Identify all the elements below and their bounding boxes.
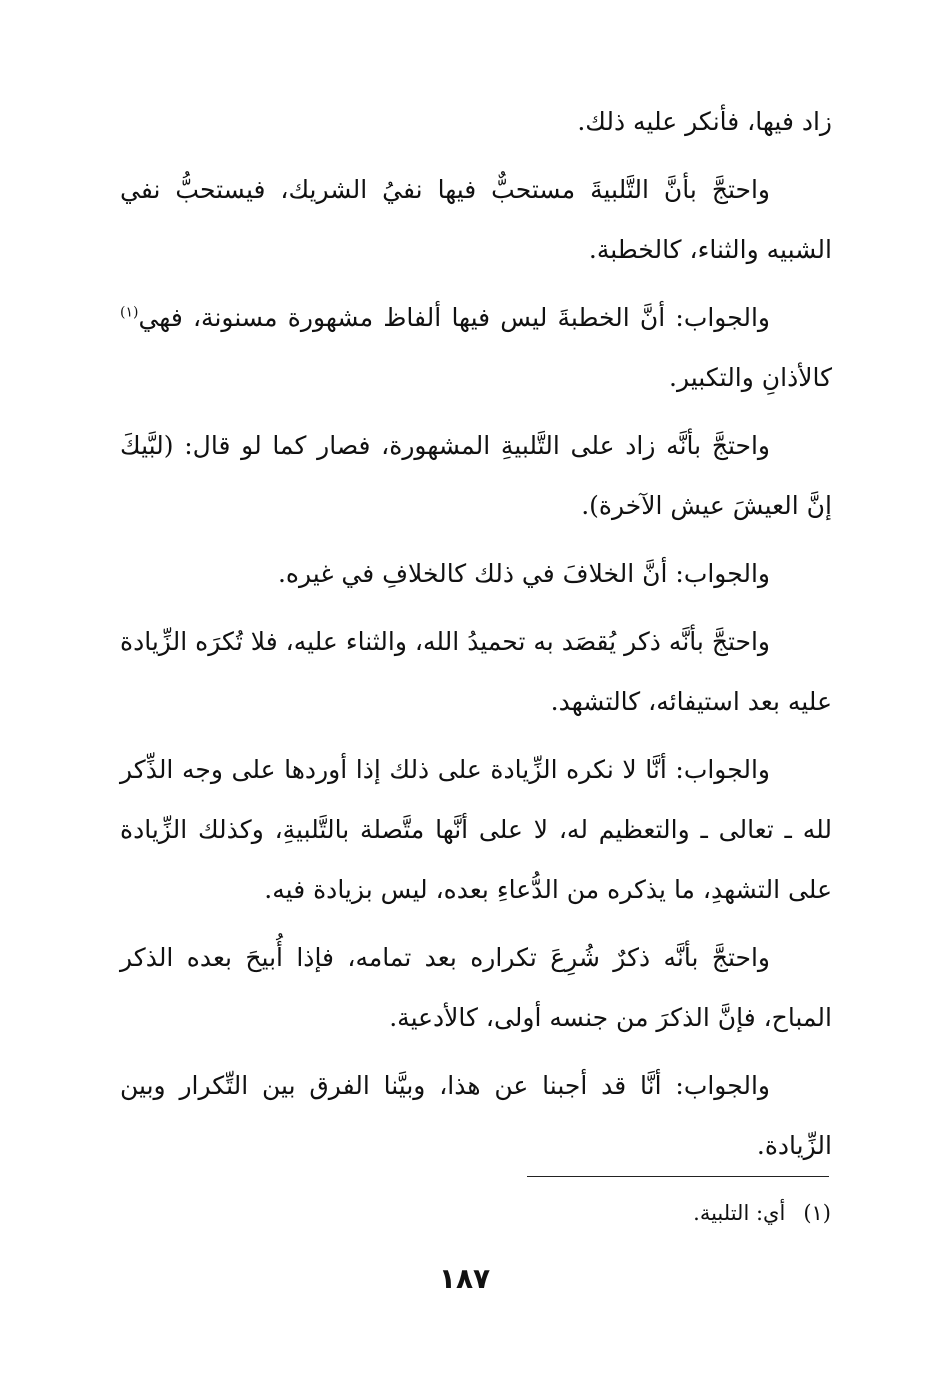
paragraph-text: والجواب: أنَّا قد أجبنا عن هذا، وبيَّنا الفرق بين التِّكرار وبين الزِّيادة. (120, 1071, 832, 1160)
paragraph-9 (120, 1056, 832, 1176)
paragraph-text: والجواب: أنَّ الخلافَ في ذلك كالخلافِ في غيره. (277, 559, 770, 588)
paragraph-7 (120, 740, 832, 920)
paragraph-3 (120, 288, 832, 408)
paragraph-text: والجواب: أنَّا لا نكره الزِّيادة على ذلك إذا أوردها على وجه الذِّكر لله ـ تعالى ـ والتعظيم له، لا على أنَّها متَّصلة بالتَّلبيةِ، وكذلك الزِّيادة على التشهدِ، ما يذكره من الدُّعاءِ بعده، ليس بزيادة فيه. (120, 755, 832, 904)
footnote-text: أي: التلبية. (693, 1201, 786, 1225)
paragraph-text: زاد فيها، فأنكر عليه ذلك. (577, 107, 832, 136)
main-text (120, 92, 832, 1184)
paragraph-text-continued: كالأذانِ والتكبير. (669, 363, 832, 392)
footnote-separator (527, 1176, 829, 1177)
page-number: ١٨٧ (438, 1262, 491, 1295)
paragraph-2 (120, 160, 832, 280)
paragraph-text: واحتجَّ بأنَّه ذكرٌ شُرِعَ تكراره بعد تمامه، فإذا أُبيحَ بعده الذكر المباح، فإنَّ الذكرَ من جنسه أولى، كالأدعية. (120, 943, 832, 1032)
paragraph-5 (120, 544, 832, 604)
paragraph-6 (120, 612, 832, 732)
footnote-marker[interactable]: (١) (120, 304, 139, 321)
paragraph-8 (120, 928, 832, 1048)
paragraph-text: والجواب: أنَّ الخطبةَ ليس فيها ألفاظ مشهورة مسنونة، فهي (138, 303, 770, 332)
paragraph-text: واحتجَّ بأنَّه ذكر يُقصَد به تحميدُ الله، والثناء عليه، فلا تُكرَه الزِّيادة عليه بعد استيفائه، كالتشهد. (120, 627, 832, 716)
paragraph-text: واحتجَّ بأنَّه زاد على التَّلبيةِ المشهورة، فصار كما لو قال: (لبَّيكَ إنَّ العيشَ عيش الآخرة). (120, 431, 832, 520)
paragraph-4 (120, 416, 832, 536)
footnote-number: (١) (803, 1201, 831, 1225)
footnote (693, 1196, 831, 1230)
paragraph-text: واحتجَّ بأنَّ التَّلبيةَ مستحبٌّ فيها نفيُ الشريك، فيستحبُّ نفي الشبيه والثناء، كالخطبة. (120, 175, 832, 264)
paragraph-1 (120, 92, 832, 152)
